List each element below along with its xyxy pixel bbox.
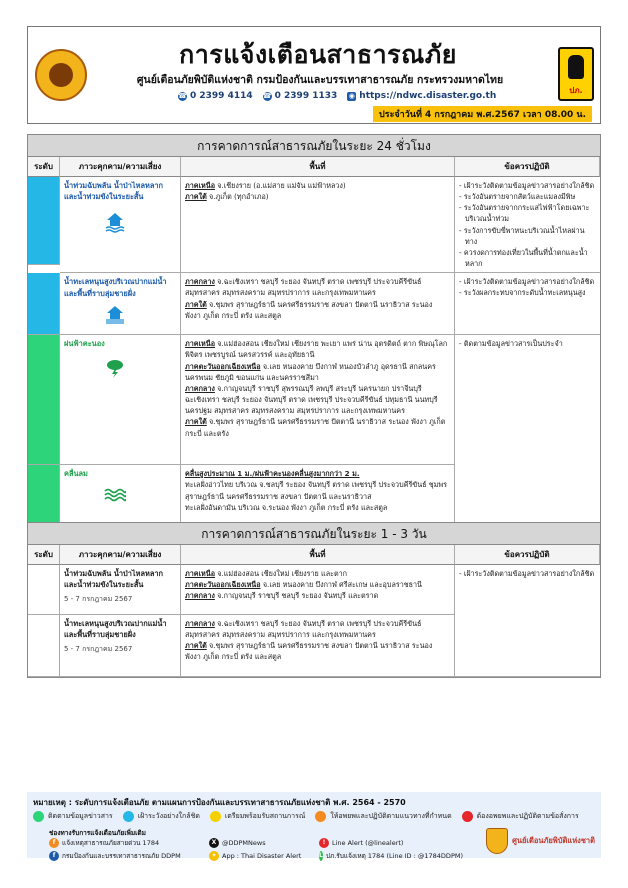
section-title: การคาดการณ์สาธารณภัยในระยะ 1 - 3 วัน — [28, 523, 600, 545]
link-facebook-hotline[interactable]: f แจ้งเหตุสาธารณภัยสายด่วน 1784 — [49, 838, 209, 848]
area-cell: คลื่นสูงประมาณ 1 ม./ฝนฟ้าคะนองคลื่นสูงมากกว่า 2 ม. ทะเลฝั่งอ่าวไทย บริเวณ จ.ชลบุรี ระยอง จันทบุรี ตราด เพชรบุรี ประจวบคีรีขันธ์ ชุมพร สุราษฎร์ธานี นครศรีธรรมราช สงขลา ปัตตานี และนราธิวาส ทะเลฝั่งอันดามัน บริเวณ จ.ระนอง พังงา ภูเก็ต กระบี่ ตรัง และสตูล — [181, 465, 455, 523]
follow-label: ช่องทางรับการแจ้งเตือนภัยเพิ่มเติม — [49, 829, 146, 837]
legend-item: เฝ้าระวังอย่างใกล้ชิด — [123, 811, 200, 822]
col-action: ข้อควรปฏิบัติ — [455, 545, 600, 565]
house-flood-icon — [104, 303, 126, 325]
ddpm-logo — [35, 49, 87, 101]
action-cell: - ติดตามข้อมูลข่าวสารเป็นประจำ — [455, 335, 600, 523]
facebook-icon: f — [49, 838, 59, 848]
hazard-cell: น้ำทะเลหนุนสูงบริเวณปากแม่น้ำ และพื้นที่ราบลุ่มชายฝั่ง — [60, 273, 181, 335]
hazard-cell: คลื่นลม — [60, 465, 181, 523]
x-icon: X — [209, 838, 219, 848]
legend-item: ติดตามข้อมูลข่าวสาร — [33, 811, 113, 822]
hazard-cell: น้ำท่วมฉับพลัน น้ำป่าไหลหลาก และน้ำท่วมขังในระยะสั้น — [60, 177, 181, 273]
area-cell: ภาคกลาง จ.ฉะเชิงเทรา ชลบุรี ระยอง จันทบุรี ตราด เพชรบุรี ประจวบคีรีขันธ์ สมุทรสาคร สมุทรสงคราม สมุทรปราการ และกรุงเทพมหานคร ภาคใต้ จ.ชุมพร สุราษฎร์ธานี นครศรีธรรมราช สงขลา ปัตตานี นราธิวาส ระนอง พังงา ภูเก็ต กระบี่ ตรัง และสตูล — [181, 615, 455, 677]
line-icon: L — [319, 852, 323, 859]
col-hazard: ภาวะคุกคาม/ความเสี่ยง — [60, 545, 181, 565]
page-subtitle: ศูนย์เตือนภัยพิบัติแห่งชาติ กรมป้องกันและบรรเทาสาธารณภัย กระทรวงมหาดไทย — [136, 74, 504, 86]
link-line-alert[interactable]: ! Line Alert (@linealert) — [319, 838, 429, 848]
issue-date: ประจำวันที่ 4 กรกฎาคม พ.ศ.2567 เวลา 08.00 น. — [373, 106, 592, 122]
col-area: พื้นที่ — [181, 545, 455, 565]
link-facebook-ddpm[interactable]: f กรมป้องกันและบรรเทาสาธารณภัย DDPM — [49, 851, 209, 861]
level-watch — [28, 177, 60, 265]
hazard-cell: น้ำท่วมฉับพลัน น้ำป่าไหลหลาก และน้ำท่วมขังในระยะสั้น 5 - 7 กรกฎาคม 2567 — [60, 565, 181, 615]
link-line[interactable]: L ปภ.รับแจ้งเหตุ 1784 (Line ID : @1784DDPM) — [319, 852, 464, 860]
phone-1: 0 2399 4114 — [190, 91, 253, 101]
legend-item: ต้องอพยพและปฏิบัติตามข้อสั่งการ — [462, 811, 579, 822]
level-monitor — [28, 335, 60, 465]
level-empty — [28, 565, 60, 615]
link-app[interactable]: ✦ App : Thai Disaster Alert — [209, 851, 319, 861]
wave-icon — [104, 483, 126, 505]
footer-note: หมายเหตุ : ระดับการแจ้งเตือนภัย ตามแผนการป้องกันและบรรเทาสาธารณภัยแห่งชาติ พ.ศ. 2564 - 2570 — [33, 798, 406, 807]
area-cell: ภาคเหนือ จ.แม่ฮ่องสอน เชียงใหม่ เชียงราย และตาก ภาคตะวันออกเฉียงเหนือ จ.เลย หนองคาย บึงกาฬ ศรีสะเกษ และอุบลราชธานี ภาคกลาง จ.กาญจนบุรี ราชบุรี ชลบุรี ระยอง จันทบุรี และตราด — [181, 565, 455, 615]
ndwc-emblem-icon — [486, 828, 508, 854]
website-link[interactable]: https://ndwc.disaster.go.th — [359, 91, 497, 101]
header — [27, 26, 601, 124]
action-cell: - เฝ้าระวังติดตามข้อมูลข่าวสารอย่างใกล้ชิด - ระวังผลกระทบจากระดับน้ำทะเลหนุนสูง — [455, 273, 600, 335]
globe-icon: ◉ — [348, 91, 355, 100]
phone-icon: ☎ — [178, 91, 187, 100]
flood-icon — [104, 211, 126, 233]
area-cell: ภาคเหนือ จ.เชียงราย (อ.แม่สาย แม่จัน แม่ฟ้าหลวง) ภาคใต้ จ.ภูเก็ต (ทุกอำเภอ) — [181, 177, 455, 273]
col-hazard: ภาวะคุกคาม/ความเสี่ยง — [60, 157, 181, 177]
level-watch — [28, 273, 60, 335]
footer — [27, 792, 601, 858]
hazard-cell: ฝนฟ้าคะนอง — [60, 335, 181, 465]
forecast-24h-section — [27, 134, 601, 524]
area-cell: ภาคเหนือ จ.แม่ฮ่องสอน เชียงใหม่ เชียงราย พะเยา แพร่ น่าน อุตรดิตถ์ ตาก พิษณุโลก พิจิตร เพชรบูรณ์ นครสวรรค์ และอุทัยธานี ภาคตะวันออกเฉียงเหนือ จ.เลย หนองคาย บึงกาฬ หนองบัวลำภู อุดรธานี สกลนคร นครพนม ชัยภูมิ ขอนแก่น และนครราชสีมา ภาคกลาง จ.กาญจนบุรี ราชบุรี สุพรรณบุรี ลพบุรี สระบุรี นครนายก ปราจีนบุรี ฉะเชิงเทรา ชลบุรี ระยอง จันทบุรี ตราด เพชรบุรี ประจวบคีรีขันธ์ ปทุมธานี นนทบุรี นครปฐม สมุทรสาคร สมุทรสงคราม สมุทรปราการ และกรุงเทพมหานคร ภาคใต้ จ.ชุมพร สุราษฎร์ธานี นครศรีธรรมราช ปัตตานี นราธิวาส ระนอง พังงา ภูเก็ต กระบี่ และตรัง — [181, 335, 455, 465]
legend-item: ให้อพยพและปฏิบัติตามแนวทางที่กำหนด — [315, 811, 451, 822]
action-cell: - เฝ้าระวังติดตามข้อมูลข่าวสารอย่างใกล้ชิด - ระวังอันตรายจากสัตว์และแมลงมีพิษ - ระวังอันตรายจากกระแสไฟฟ้าโดยเฉพาะบริเวณน้ำท่วม - ระวังการขับขี่พาหนะบริเวณน้ำไหลผ่านทาง - ควรงดการท่องเที่ยวในพื้นที่น้ำตกและน้ำหลาก — [455, 177, 600, 273]
col-level: ระดับ — [28, 545, 60, 565]
phone-2: 0 2399 1133 — [274, 91, 338, 101]
col-action: ข้อควรปฏิบัติ — [455, 157, 600, 177]
action-cell: - เฝ้าระวังติดตามข้อมูลข่าวสารอย่างใกล้ชิด — [455, 565, 600, 677]
channel-links — [49, 838, 549, 861]
section-title: การคาดการณ์สาธารณภัยในระยะ 24 ชั่วโมง — [28, 135, 600, 157]
level-monitor — [28, 465, 60, 523]
legend-item: เตรียมพร้อมรับสถานการณ์ — [210, 811, 305, 822]
footer-brand: ศูนย์เตือนภัยพิบัติแห่งชาติ — [486, 828, 595, 854]
page-title: การแจ้งเตือนสาธารณภัย — [179, 40, 457, 69]
level-empty — [28, 615, 60, 677]
app-icon: ✦ — [209, 851, 219, 861]
facebook-icon: f — [49, 851, 59, 861]
line-alert-icon: ! — [319, 838, 329, 848]
area-cell: ภาคกลาง จ.ฉะเชิงเทรา ชลบุรี ระยอง จันทบุรี ตราด เพชรบุรี ประจวบคีรีขันธ์ สมุทรสาคร สมุทรสงคราม สมุทรปราการ และกรุงเทพมหานคร ภาคใต้ จ.ชุมพร สุราษฎร์ธานี นครศรีธรรมราช สงขลา ปัตตานี นราธิวาส ระนอง พังงา ภูเก็ต กระบี่ ตรัง และสตูล — [181, 273, 455, 335]
alert-level-legend — [33, 811, 579, 822]
col-area: พื้นที่ — [181, 157, 455, 177]
ppor-logo: ปภ. — [558, 47, 594, 101]
forecast-1-3d-section — [27, 522, 601, 678]
phone-icon: ☎ — [262, 91, 272, 100]
hazard-cell: น้ำทะเลหนุนสูงบริเวณปากแม่น้ำ และพื้นที่ราบลุ่มชายฝั่ง 5 - 7 กรกฎาคม 2567 — [60, 615, 181, 677]
contact-bar — [178, 91, 496, 101]
link-x[interactable]: X @DDPMNews — [209, 838, 319, 848]
col-level: ระดับ — [28, 157, 60, 177]
thunderstorm-icon — [104, 357, 126, 379]
